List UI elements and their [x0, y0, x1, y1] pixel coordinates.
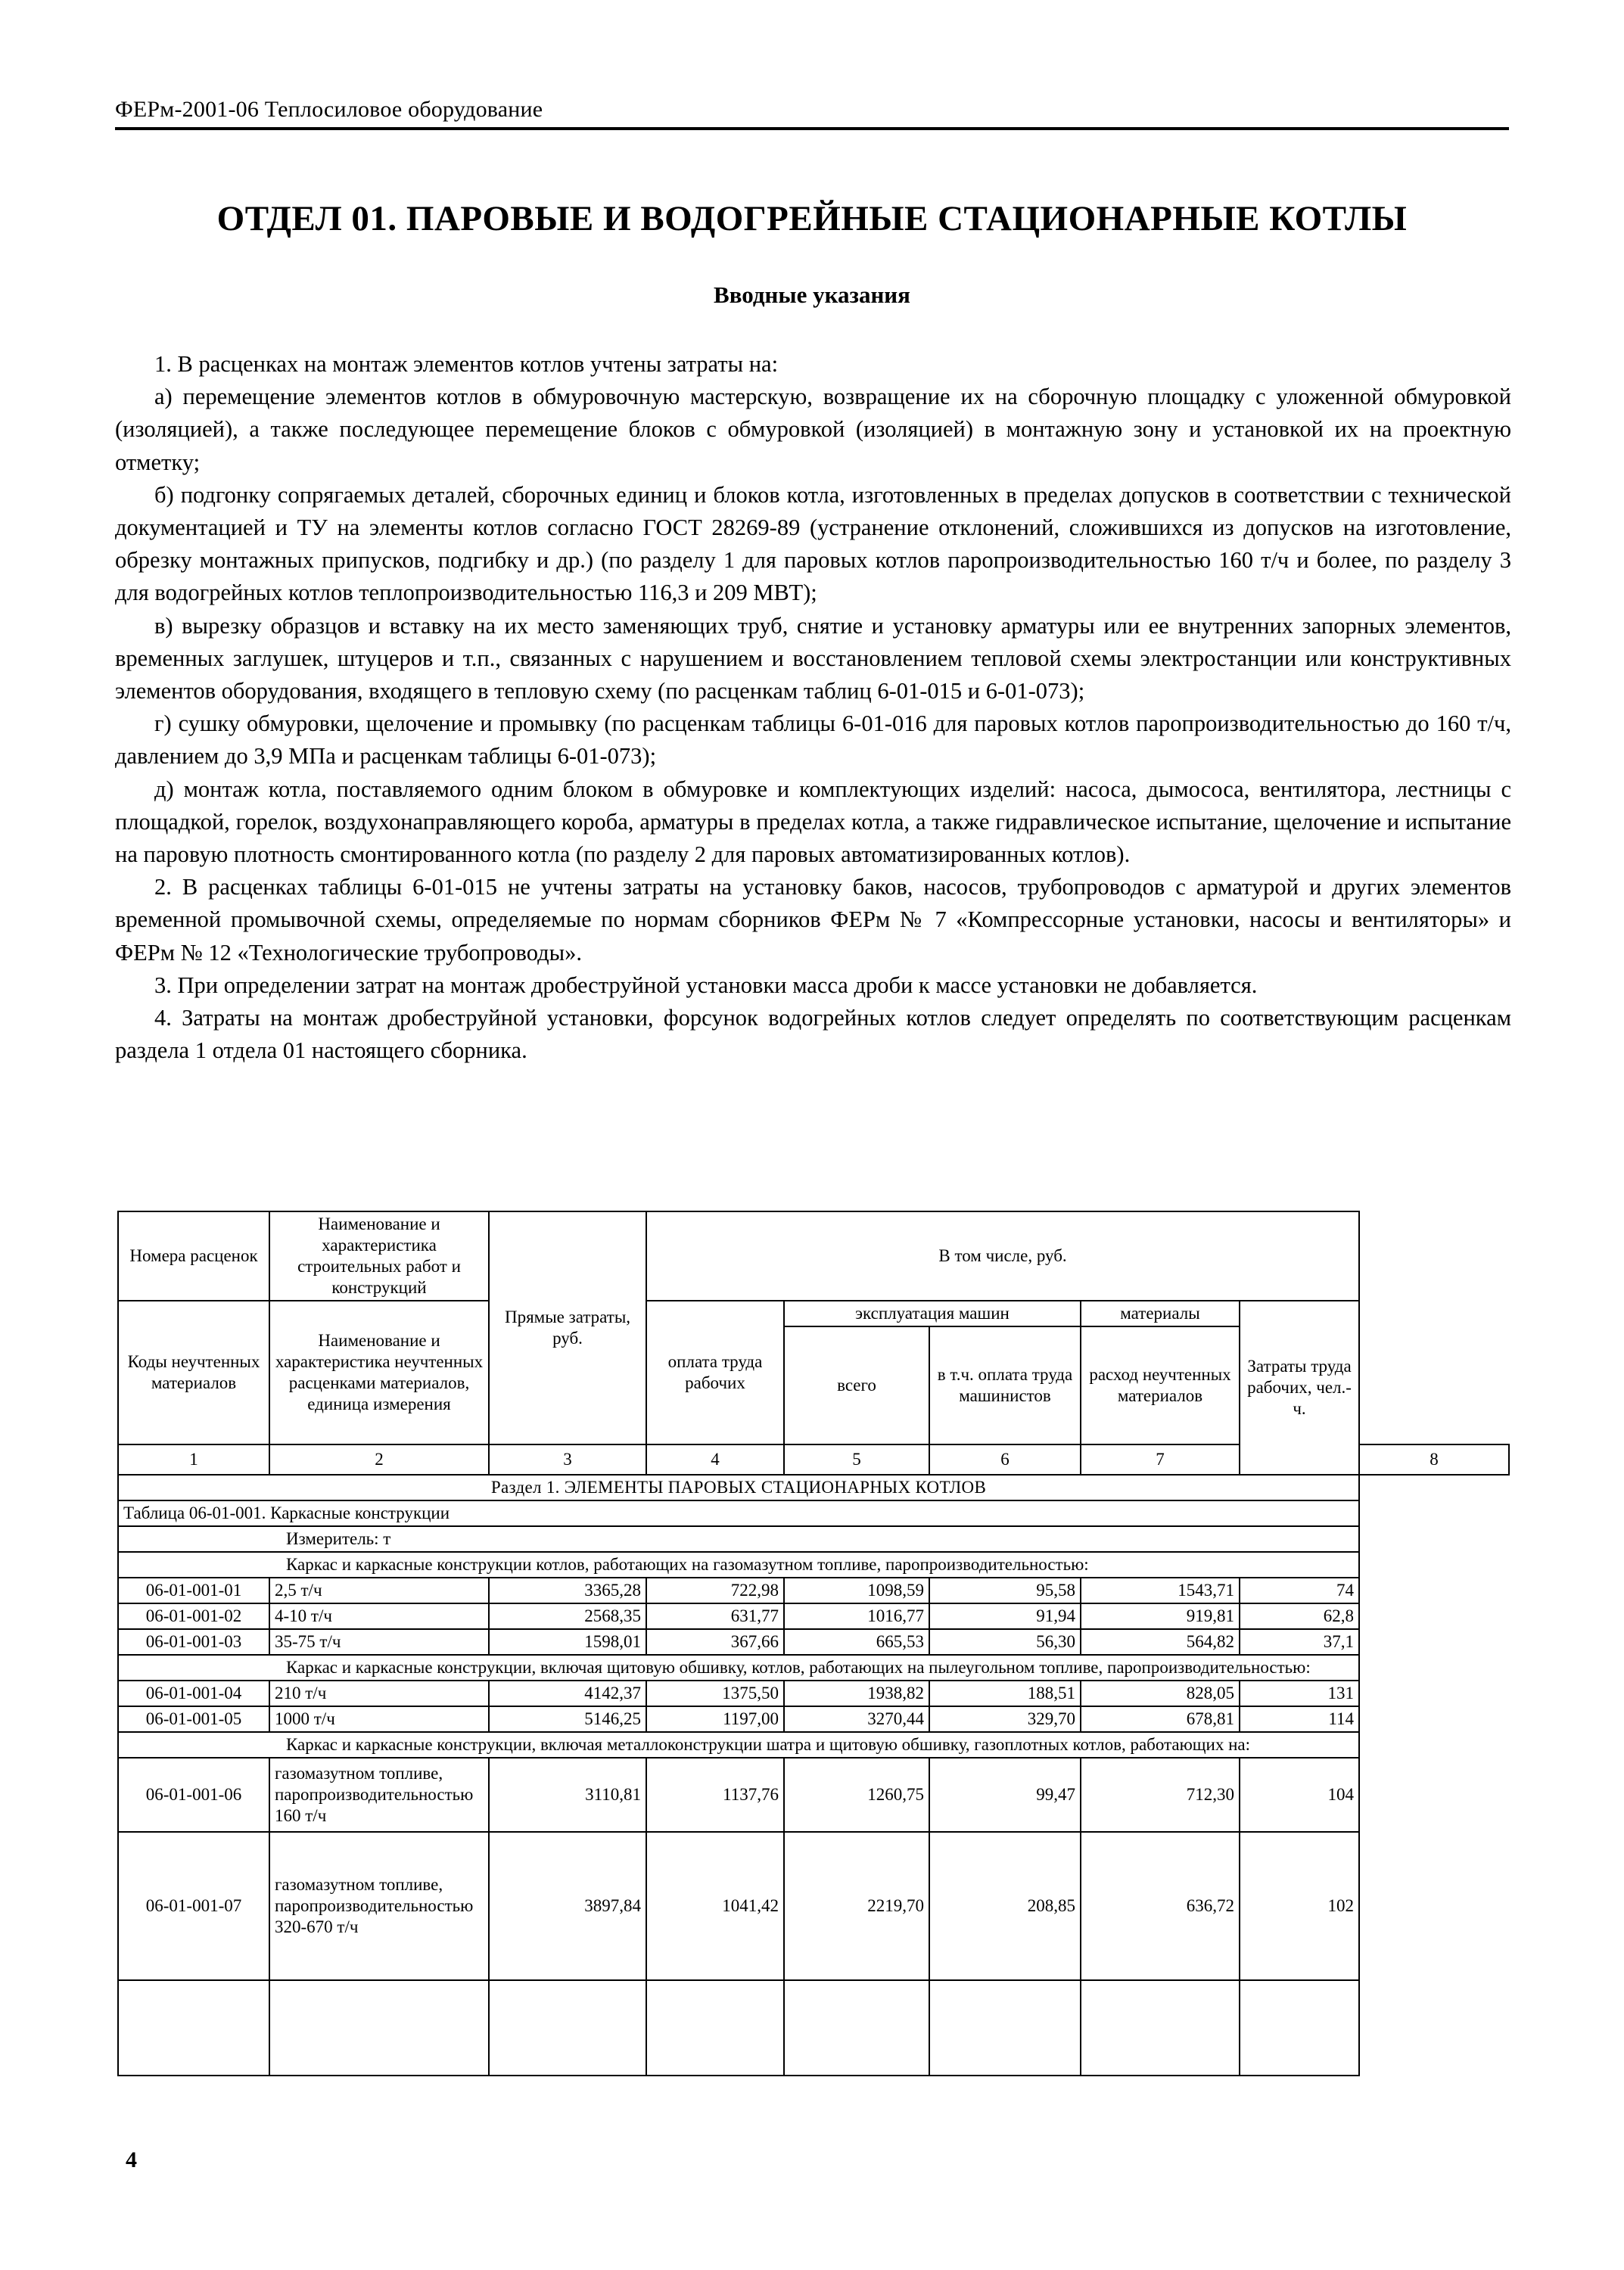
table-row — [118, 1832, 1509, 1980]
column-number-2: 2 — [269, 1444, 489, 1475]
row-materials: 636,72 — [1081, 1832, 1240, 1980]
row-labor: 722,98 — [646, 1578, 784, 1603]
group-heading-3: Каркас и каркасные конструкции, включая металлоконструкции шатра и щитовую обшивку, газоплотных котлов, работающих на: — [269, 1732, 1359, 1758]
group-heading-1: Каркас и каркасные конструкции котлов, работающих на газомазутном топливе, паропроизводительностью: — [269, 1552, 1359, 1578]
row-machinist-labor: 95,58 — [929, 1578, 1081, 1603]
row-machinist-labor: 99,47 — [929, 1758, 1081, 1832]
unit-empty-cell — [118, 1526, 269, 1552]
row-code: 06-01-001-03 — [118, 1629, 269, 1655]
row-labor: 1197,00 — [646, 1706, 784, 1732]
estimate-table-wrapper — [117, 1211, 1510, 2076]
paragraph-1d: д) монтаж котла, поставляемого одним блоком в обмуровке и комплектующих изделий: насоса, дымососа, вентилятора, лестницы с площадкой, горелок, воздухонаправляющего короба, арматуры в пределах котла, а также гидравлическое испытание, щелочение и испытание на паровую плотность смонтированного котла (по разделу 2 для паровых автоматизированных котлов). — [115, 776, 1511, 868]
section-title: Раздел 1. ЭЛЕМЕНТЫ ПАРОВЫХ СТАЦИОНАРНЫХ КОТЛОВ — [118, 1475, 1359, 1500]
row-materials: 564,82 — [1081, 1629, 1240, 1655]
row-machinist-labor: 56,30 — [929, 1629, 1081, 1655]
intro-body — [115, 348, 1511, 1067]
table-row — [118, 1706, 1509, 1732]
header-cell-unaccounted-materials: расход неучтенных материалов — [1081, 1326, 1240, 1444]
row-machine-total: 2219,70 — [784, 1832, 929, 1980]
paragraph-1g: г) сушку обмуровки, щелочение и промывку (по расценкам таблицы 6-01-016 для паровых котлов паропроизводительностью до 160 т/ч, давлением до 3,9 МПа и расценкам таблицы 6-01-073); — [115, 711, 1511, 770]
row-name: газомазутном топливе, паропроизводительностью 320-670 т/ч — [269, 1832, 489, 1980]
row-labor: 631,77 — [646, 1603, 784, 1629]
paragraph-3: 3. При определении затрат на монтаж дробеструйной установки масса дроби к массе установки не добавляется. — [154, 972, 1258, 998]
header-cell-group-including: В том числе, руб. — [646, 1211, 1359, 1301]
row-labor: 1041,42 — [646, 1832, 784, 1980]
row-labor-hours: 102 — [1240, 1832, 1359, 1980]
row-name: 4-10 т/ч — [269, 1603, 489, 1629]
row-code: 06-01-001-02 — [118, 1603, 269, 1629]
row-code: 06-01-001-05 — [118, 1706, 269, 1732]
row-machine-total: 3270,44 — [784, 1706, 929, 1732]
blank-cell — [118, 1980, 269, 2076]
blank-cell — [784, 1980, 929, 2076]
row-materials: 919,81 — [1081, 1603, 1240, 1629]
blank-cell — [269, 1980, 489, 2076]
intro-subtitle: Вводные указания — [714, 281, 910, 308]
row-materials: 1543,71 — [1081, 1578, 1240, 1603]
row-direct: 2568,35 — [489, 1603, 646, 1629]
group-empty-cell — [118, 1552, 269, 1578]
row-name: газомазутном топливе, паропроизводительностью 160 т/ч — [269, 1758, 489, 1832]
column-number-8: 8 — [1359, 1444, 1509, 1475]
header-cell-direct-costs: Прямые затраты, руб. — [489, 1211, 646, 1444]
group-heading-row — [118, 1552, 1509, 1578]
row-machinist-labor: 329,70 — [929, 1706, 1081, 1732]
row-machine-total: 1260,75 — [784, 1758, 929, 1832]
header-cell-machinist-pay: в т.ч. оплата труда машинистов — [929, 1326, 1081, 1444]
table-row — [118, 1603, 1509, 1629]
page-number: 4 — [126, 2147, 137, 2172]
blank-cell — [646, 1980, 784, 2076]
row-machinist-labor: 208,85 — [929, 1832, 1081, 1980]
column-number-5: 5 — [784, 1444, 929, 1475]
row-labor-hours: 62,8 — [1240, 1603, 1359, 1629]
blank-cell — [1240, 1980, 1359, 2076]
running-header-text: ФЕРм-2001-06 Теплосиловое оборудование — [115, 97, 543, 122]
header-cell-machines-total: всего — [784, 1326, 929, 1444]
group-empty-cell — [118, 1655, 269, 1681]
row-materials: 828,05 — [1081, 1681, 1240, 1706]
paragraph-2: 2. В расценках таблицы 6-01-015 не учтены затраты на установку баков, насосов, трубопроводов с арматурой и других элементов временной промывочной схемы, определяемые по нормам сборников ФЕРм № 7 «Компрессорные установки, насосы и вентиляторы» и ФЕРм № 12 «Технологические трубопроводы». — [115, 874, 1511, 966]
column-number-3: 3 — [489, 1444, 646, 1475]
blank-cell — [929, 1980, 1081, 2076]
group-heading-row — [118, 1732, 1509, 1758]
row-labor-hours: 104 — [1240, 1758, 1359, 1832]
table-row — [118, 1758, 1509, 1832]
paragraph-1v: в) вырезку образцов и вставку на их место заменяющих труб, снятие и установку арматуры или ее внутренних запорных элементов, временных заглушек, штуцеров и т.п., связанных с нарушением и восстановлением тепловой схемы электростанции или конструктивных элементов оборудования, входящего в тепловую схему (по расценкам таблиц 6-01-015 и 6-01-073); — [115, 612, 1511, 704]
estimate-table — [117, 1211, 1510, 2076]
row-direct: 5146,25 — [489, 1706, 646, 1732]
table-caption-row — [118, 1500, 1509, 1526]
row-direct: 3897,84 — [489, 1832, 646, 1980]
row-direct: 1598,01 — [489, 1629, 646, 1655]
group-empty-cell — [118, 1732, 269, 1758]
row-direct: 4142,37 — [489, 1681, 646, 1706]
blank-cell — [1081, 1980, 1240, 2076]
header-cell-codes-top: Номера расценок — [118, 1211, 269, 1301]
row-materials: 712,30 — [1081, 1758, 1240, 1832]
running-header — [115, 97, 1509, 130]
row-name: 2,5 т/ч — [269, 1578, 489, 1603]
row-machine-total: 1016,77 — [784, 1603, 929, 1629]
row-name: 1000 т/ч — [269, 1706, 489, 1732]
row-labor: 1375,50 — [646, 1681, 784, 1706]
row-labor-hours: 131 — [1240, 1681, 1359, 1706]
group-heading-2: Каркас и каркасные конструкции, включая щитовую обшивку, котлов, работающих на пылеугольном топливе, паропроизводительностью: — [269, 1655, 1359, 1681]
table-row — [118, 1681, 1509, 1706]
paragraph-1a: а) перемещение элементов котлов в обмуровочную мастерскую, возвращение их на сборочную площадку с уложенной обмуровкой (изоляцией), а также последующее перемещение блоков с обмуровкой (изоляцией) в монтажную зону и установкой их на проектную отметку; — [115, 384, 1511, 475]
column-number-6: 6 — [929, 1444, 1081, 1475]
header-cell-worker-pay: оплата труда рабочих — [646, 1301, 784, 1444]
table-row — [118, 1578, 1509, 1603]
row-code: 06-01-001-01 — [118, 1578, 269, 1603]
column-number-1: 1 — [118, 1444, 269, 1475]
table-row — [118, 1629, 1509, 1655]
column-number-7: 7 — [1081, 1444, 1240, 1475]
table-header-row-1 — [118, 1211, 1509, 1301]
group-heading-row — [118, 1655, 1509, 1681]
row-labor-hours: 74 — [1240, 1578, 1359, 1603]
row-direct: 3365,28 — [489, 1578, 646, 1603]
header-cell-codes-bottom: Коды неучтенных материалов — [118, 1301, 269, 1444]
row-materials: 678,81 — [1081, 1706, 1240, 1732]
table-header-row-2 — [118, 1301, 1509, 1326]
row-name: 210 т/ч — [269, 1681, 489, 1706]
table-blank-row — [118, 1980, 1509, 2076]
row-machinist-labor: 91,94 — [929, 1603, 1081, 1629]
header-cell-labor-hours: Затраты труда рабочих, чел.-ч. — [1240, 1301, 1359, 1475]
section-title-row — [118, 1475, 1509, 1500]
paragraph-1: 1. В расценках на монтаж элементов котлов учтены затраты на: — [154, 351, 779, 377]
paragraph-1b: б) подгонку сопрягаемых деталей, сборочных единиц и блоков котла, изготовленных в пределах допусков в соответствии с технической документацией и ТУ на элементы котлов согласно ГОСТ 28269-89 (устранение отклонений, сложившихся из допусков на изготовление, обрезку монтажных припусков, подгибку и др.) (по разделу 1 для паровых котлов паропроизводительностью 160 т/ч и более, по разделу 3 для водогрейных котлов теплопроизводительностью 116,3 и 209 МВТ); — [115, 481, 1511, 606]
unit-row — [118, 1526, 1509, 1552]
column-number-4: 4 — [646, 1444, 784, 1475]
row-labor: 1137,76 — [646, 1758, 784, 1832]
row-direct: 3110,81 — [489, 1758, 646, 1832]
paragraph-4: 4. Затраты на монтаж дробеструйной установки, форсунок водогрейных котлов следует определять по соответствующим расценкам раздела 1 отдела 01 настоящего сборника. — [115, 1005, 1511, 1064]
row-machine-total: 665,53 — [784, 1629, 929, 1655]
header-cell-name-top: Наименование и характеристика строительных работ и конструкций — [269, 1211, 489, 1301]
row-machine-total: 1098,59 — [784, 1578, 929, 1603]
row-labor: 367,66 — [646, 1629, 784, 1655]
blank-cell — [489, 1980, 646, 2076]
unit-label: Измеритель: т — [269, 1526, 1359, 1552]
header-cell-group-materials: материалы — [1081, 1301, 1240, 1326]
row-labor-hours: 114 — [1240, 1706, 1359, 1732]
row-code: 06-01-001-04 — [118, 1681, 269, 1706]
row-machinist-labor: 188,51 — [929, 1681, 1081, 1706]
header-cell-name-bottom: Наименование и характеристика неучтенных расценками материалов, единица измерения — [269, 1301, 489, 1444]
department-title: ОТДЕЛ 01. ПАРОВЫЕ И ВОДОГРЕЙНЫЕ СТАЦИОНАРНЫЕ КОТЛЫ — [216, 199, 1408, 238]
row-labor-hours: 37,1 — [1240, 1629, 1359, 1655]
row-name: 35-75 т/ч — [269, 1629, 489, 1655]
row-machine-total: 1938,82 — [784, 1681, 929, 1706]
row-code: 06-01-001-06 — [118, 1758, 269, 1832]
row-code: 06-01-001-07 — [118, 1832, 269, 1980]
header-cell-group-machines: эксплуатация машин — [784, 1301, 1081, 1326]
table-caption: Таблица 06-01-001. Каркасные конструкции — [118, 1500, 1359, 1526]
